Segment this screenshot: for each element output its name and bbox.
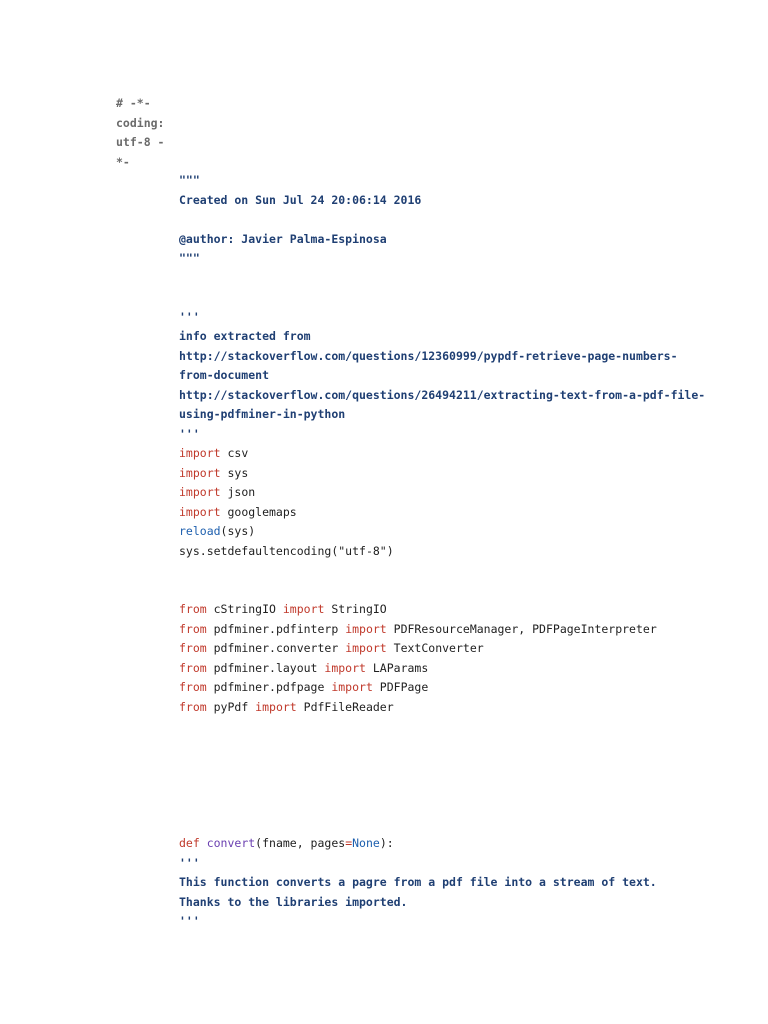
imported-names: PDFPage — [372, 680, 429, 694]
from-import-line — [179, 698, 759, 718]
blank-line — [179, 269, 759, 289]
module-name: sys — [220, 465, 249, 480]
import-keyword: import — [179, 485, 221, 499]
info-docstring-close: ''' — [179, 426, 200, 441]
info-docstring-line: info extracted from — [179, 329, 311, 343]
blank-line — [179, 717, 759, 737]
docstring-created: Created on Sun Jul 24 20:06:14 2016 — [179, 192, 422, 207]
info-url-1-cont: from-document — [179, 368, 270, 382]
docstring-open: """ — [179, 173, 200, 187]
module-name: pyPdf — [206, 699, 256, 714]
module-name: pdfminer.converter — [206, 641, 346, 655]
import-keyword: import — [179, 465, 221, 480]
setdefault-line — [179, 542, 759, 562]
blank-line — [179, 210, 759, 230]
from-keyword: from — [179, 660, 207, 675]
import-keyword: import — [331, 680, 373, 694]
module-name: pdfminer.pdfpage — [206, 680, 332, 694]
info-docstring-open: ''' — [179, 309, 200, 324]
from-import-line — [179, 678, 759, 698]
blank-line — [179, 561, 759, 581]
import-line — [179, 483, 759, 503]
imported-names: TextConverter — [386, 641, 484, 655]
from-import-line — [179, 600, 759, 620]
blank-line — [179, 737, 759, 757]
encoding-comment — [116, 94, 176, 172]
encoding-comment-line: # -*- — [116, 96, 151, 110]
setdefault-call: sys.setdefaultencoding( — [179, 543, 339, 558]
info-url-2-cont: using-pdfminer-in-python — [179, 407, 346, 421]
from-keyword: from — [179, 699, 207, 714]
builtin-reload: reload — [179, 524, 221, 538]
from-keyword: from — [179, 621, 207, 636]
imported-names: PdfFileReader — [296, 699, 394, 714]
blank-line — [179, 815, 759, 835]
import-keyword: import — [282, 602, 325, 616]
imported-names: PDFResourceManager, PDFPageInterpreter — [386, 621, 657, 636]
function-args-close: ): — [379, 836, 394, 850]
info-url-1: http://stackoverflow.com/questions/12360999/pypdf-retrieve-page-numbers- — [179, 348, 678, 363]
import-line — [179, 503, 759, 523]
function-name: convert — [199, 836, 256, 850]
blank-line — [179, 776, 759, 796]
from-import-line — [179, 639, 759, 659]
blank-line — [179, 756, 759, 776]
import-keyword: import — [345, 641, 387, 655]
module-name: json — [220, 485, 256, 499]
import-keyword: import — [324, 660, 366, 675]
def-keyword: def — [179, 836, 200, 850]
import-line — [179, 464, 759, 484]
blank-line — [179, 288, 759, 308]
string-literal: "utf-8" — [338, 543, 387, 558]
info-url-2: http://stackoverflow.com/questions/26494211/extracting-text-from-a-pdf-file- — [179, 387, 706, 402]
reload-line — [179, 522, 759, 542]
module-name: csv — [220, 446, 249, 460]
reload-args: (sys) — [220, 524, 256, 538]
import-keyword: import — [179, 446, 221, 460]
import-keyword: import — [345, 621, 387, 636]
encoding-comment-line: utf-8 - — [116, 135, 165, 149]
encoding-comment-line: coding: — [116, 115, 165, 130]
blank-line — [179, 795, 759, 815]
from-import-line — [179, 620, 759, 640]
docstring-close: """ — [179, 251, 200, 265]
import-keyword: import — [179, 504, 221, 519]
import-keyword: import — [255, 699, 297, 714]
setdefault-close: ) — [386, 543, 394, 558]
equals-operator: = — [345, 836, 353, 850]
from-keyword: from — [179, 641, 207, 655]
from-import-line — [179, 659, 759, 679]
imported-names: StringIO — [324, 602, 387, 616]
module-name: pdfminer.layout — [206, 660, 325, 675]
imported-names: LAParams — [365, 660, 429, 675]
code-block — [179, 171, 759, 932]
func-docstring-close: ''' — [179, 914, 200, 928]
module-name: cStringIO — [206, 602, 283, 616]
def-line — [179, 834, 759, 854]
encoding-comment-line: *- — [116, 154, 130, 169]
func-docstring-open: ''' — [179, 855, 200, 870]
none-constant: None — [352, 836, 380, 850]
func-docstring-line: This function converts a pagre from a pdf file into a stream of text. — [179, 875, 657, 889]
from-keyword: from — [179, 680, 207, 694]
blank-line — [179, 581, 759, 601]
module-name: pdfminer.pdfinterp — [206, 621, 346, 636]
func-docstring-line: Thanks to the libraries imported. — [179, 894, 408, 909]
function-args: (fname, pages — [255, 836, 346, 850]
import-line — [179, 444, 759, 464]
from-keyword: from — [179, 602, 207, 616]
module-name: googlemaps — [220, 504, 297, 519]
docstring-author: @author: Javier Palma-Espinosa — [179, 231, 387, 246]
